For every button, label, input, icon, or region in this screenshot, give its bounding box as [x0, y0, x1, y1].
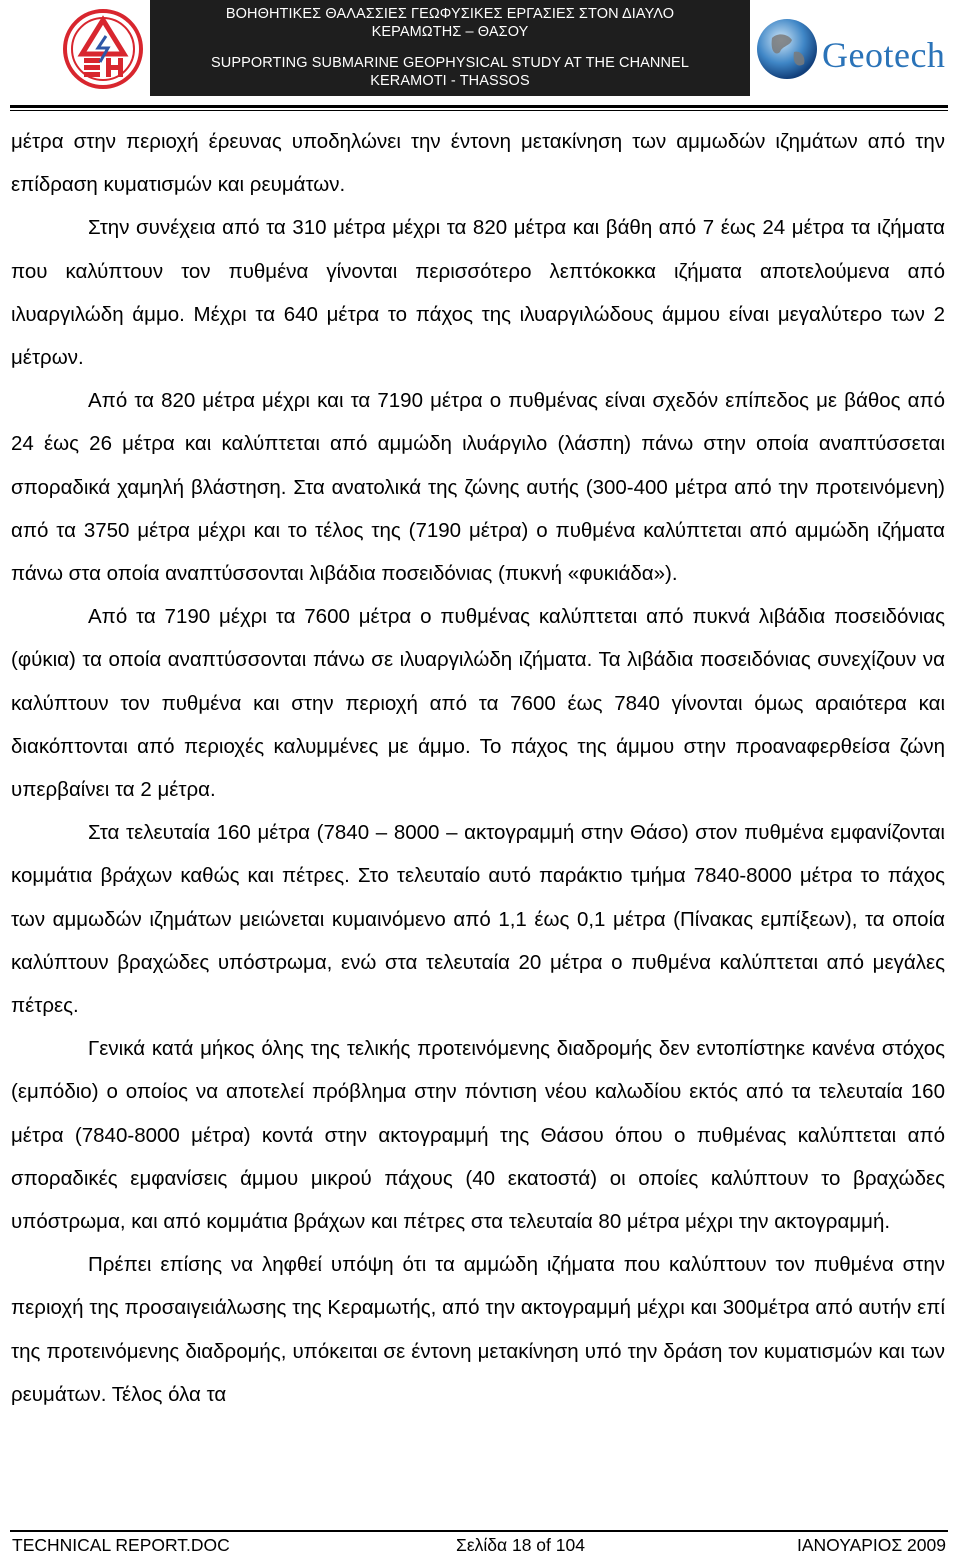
- footer-page-number: Σελίδα 18 of 104: [456, 1535, 585, 1555]
- header-title-english-1: SUPPORTING SUBMARINE GEOPHYSICAL STUDY AT THE CHANNEL: [210, 55, 689, 71]
- geotech-logo-text: Geotech: [822, 35, 946, 75]
- dei-logo: [62, 8, 144, 90]
- dei-logo-icon: [62, 8, 144, 90]
- header-title-greek-2: ΚΕΡΑΜΩΤΗΣ – ΘΑΣΟΥ: [371, 24, 529, 40]
- paragraph: Πρέπει επίσης να ληφθεί υπόψη ότι τα αμμώδη ιζήματα που καλύπτουν τον πυθμένα στην περιοχή της προσαιγειάλωσης της Κεραμωτής, από την ακτογραμμή μέχρι και 300μέτρα από αυτήν επί της προτεινόμενης διαδρομής, υπόκειται σε έντονη μετακίνηση υπό την δράση τον κυματισμών και των ρευμάτων. Τέλος όλα τα: [11, 1253, 945, 1406]
- footer-filename: TECHNICAL REPORT.DOC: [12, 1535, 230, 1555]
- header-title-english-2: KERAMOTI - THASSOS: [370, 73, 530, 89]
- paragraph: Στην συνέχεια από τα 310 μέτρα μέχρι τα 820 μέτρα και βάθη από 7 έως 24 μέτρα τα ιζήματα που καλύπτουν τον πυθμένα γίνονται περισσότερο λεπτόκοκκα ιζήματα αποτελούμενα από ιλυαργιλώδη άμμο. Μέχρι τα 640 μέτρα το πάχος της ιλυαργιλώδους άμμου είναι μεγαλύτερο των 2 μέτρων.: [11, 216, 945, 370]
- page-header: [0, 0, 960, 100]
- globe-icon: [754, 16, 820, 82]
- paragraph: μέτρα στην περιοχή έρευνας υποδηλώνει την έντονη μετακίνηση των αμμωδών ιζημάτων από την επίδραση κυματισμών και ρευμάτων.: [11, 130, 945, 197]
- footer-date: ΙΑΝΟΥΑΡΙΟΣ 2009: [796, 1535, 946, 1555]
- header-title-greek-1: ΒΟΗΘΗΤΙΚΕΣ ΘΑΛΑΣΣΙΕΣ ΓΕΩΦΥΣΙΚΕΣ ΕΡΓΑΣΙΕΣ ΣΤΟΝ ΔΙΑΥΛΟ: [225, 6, 675, 22]
- paragraph: Γενικά κατά μήκος όλης της τελικής προτεινόμενης διαδρομής δεν εντοπίστηκε κανένα στόχος (εμπόδιο) ο οποίος να αποτελεί πρόβλημα στην πόντιση νέου καλωδίου εκτός από τα τελευταία 160 μέτρα (7840-8000 μέτρα) κοντά στην ακτογραμμή της Θάσου όπου ο πυθμένας καλύπτεται από σποραδικές εμφανίσεις άμμου μικρού πάχους (40 εκατοστά) οι οποίες καλύπτουν το βραχώδες υπόστρωμα, και από κομμάτια βράχων και πέτρες στα τελευταία 80 μέτρα μέχρι την ακτογραμμή.: [11, 1037, 945, 1234]
- header-rule-thin: [10, 110, 948, 111]
- geotech-logo: [752, 12, 952, 90]
- page-footer: [10, 1530, 948, 1558]
- paragraph: Από τα 820 μέτρα μέχρι και τα 7190 μέτρα ο πυθμένας είναι σχεδόν επίπεδος με βάθος από 24 έως 26 μέτρα και καλύπτεται από αμμώδη ιλυάργιλο (λάσπη) πάνω στην οποία αναπτύσσεται σποραδικά χαμηλή βλάστηση. Στα ανατολικά της ζώνης αυτής (300-400 μέτρα από την προτεινόμενη) από τα 3750 μέτρα μέχρι και το τέλος της (7190 μέτρα) ο πυθμένα καλύπτεται από αμμώδη ιζήματα πάνω στα οποία αναπτύσσονται λιβάδια ποσειδόνιας (πυκνή «φυκιάδα»).: [11, 389, 945, 586]
- header-rule: [10, 105, 948, 108]
- paragraph: Από τα 7190 μέχρι τα 7600 μέτρα ο πυθμένας καλύπτεται από πυκνά λιβάδια ποσειδόνιας (φύκια) τα οποία αναπτύσσονται πάνω σε ιλυαργιλώδη ιζήματα. Τα λιβάδια ποσειδόνιας συνεχίζουν να καλύπτουν τον πυθμένα και στην περιοχή από τα 7600 έως 7840 γίνονται όμως αραιότερα και διακόπτονται από περιοχές καλυμμένες με άμμο. Το πάχος της άμμου στην προαναφερθείσα ζώνη υπερβαίνει τα 2 μέτρα.: [11, 605, 945, 802]
- paragraph: Στα τελευταία 160 μέτρα (7840 – 8000 – ακτογραμμή στην Θάσο) στον πυθμένα εμφανίζονται κομμάτια βράχων καθώς και πέτρες. Στο τελευταίο αυτό παράκτιο τμήμα 7840-8000 μέτρα το πάχος των αμμωδών ιζημάτων μειώνεται κυμαινόμενο από 1,1 έως 0,1 μέτρα (Πίνακας εμπίξεων), τα οποία καλύπτουν βραχώδες υπόστρωμα, ενώ στα τελευταία 20 μέτρα ο πυθμένα καλύπτεται από μεγάλες πέτρες.: [11, 821, 945, 1018]
- document-body: [11, 120, 945, 1416]
